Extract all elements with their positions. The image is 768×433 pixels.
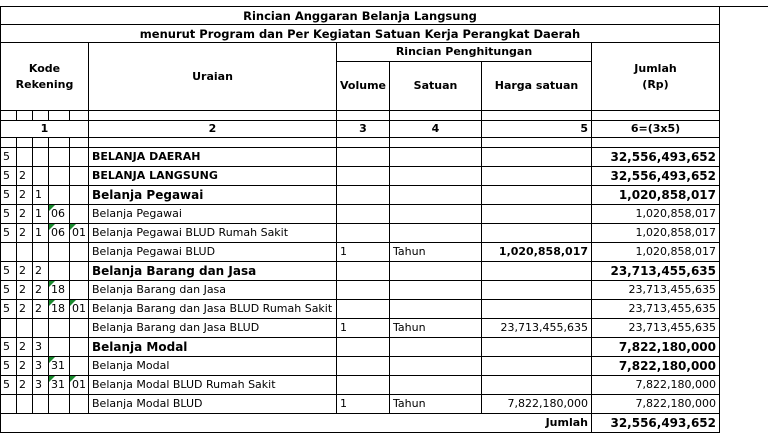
satuan-cell: Tahun	[390, 395, 482, 414]
header-rekening: Rekening	[15, 77, 74, 91]
harga-cell	[482, 224, 592, 243]
satuan-cell: Tahun	[390, 319, 482, 338]
kode-cell-5	[70, 243, 89, 262]
kode-cell-4: 18	[49, 300, 70, 319]
kode-cell-3	[33, 243, 49, 262]
colnum-6: 6=(3x5)	[592, 121, 720, 138]
satuan-cell	[390, 167, 482, 186]
kode-cell-1	[1, 395, 17, 414]
table-row	[1, 357, 720, 376]
jumlah-cell: 7,822,180,000	[592, 357, 720, 376]
table-row	[1, 224, 720, 243]
kode-cell-4: 18	[49, 281, 70, 300]
budget-table	[0, 6, 720, 433]
kode-cell-3: 2	[33, 262, 49, 281]
satuan-cell	[390, 148, 482, 167]
kode-cell-3	[33, 395, 49, 414]
header-rp: (Rp)	[642, 77, 669, 91]
kode-cell-4	[49, 148, 70, 167]
table-row	[1, 395, 720, 414]
kode-cell-1: 5	[1, 167, 17, 186]
volume-cell	[337, 186, 390, 205]
kode-cell-5	[70, 281, 89, 300]
harga-cell	[482, 376, 592, 395]
satuan-cell	[390, 186, 482, 205]
harga-cell	[482, 338, 592, 357]
kode-cell-3: 1	[33, 186, 49, 205]
header-volume: Volume	[337, 62, 390, 111]
satuan-cell	[390, 262, 482, 281]
kode-cell-4	[49, 167, 70, 186]
kode-cell-1: 5	[1, 376, 17, 395]
kode-cell-1: 5	[1, 281, 17, 300]
kode-cell-1	[1, 243, 17, 262]
kode-cell-1: 5	[1, 357, 17, 376]
volume-cell	[337, 262, 390, 281]
table-row	[1, 319, 720, 338]
kode-cell-3: 3	[33, 357, 49, 376]
header-kode: Kode	[28, 61, 61, 75]
satuan-cell	[390, 338, 482, 357]
uraian-cell: Belanja Barang dan Jasa BLUD	[89, 319, 337, 338]
kode-cell-1: 5	[1, 300, 17, 319]
kode-cell-2: 2	[17, 167, 33, 186]
table-title: Rincian Anggaran Belanja Langsung	[1, 7, 720, 25]
kode-cell-5: 01	[70, 224, 89, 243]
kode-cell-5	[70, 262, 89, 281]
satuan-cell: Tahun	[390, 243, 482, 262]
kode-cell-2	[17, 395, 33, 414]
kode-cell-2	[17, 319, 33, 338]
volume-cell	[337, 357, 390, 376]
header-satuan: Satuan	[390, 62, 482, 111]
volume-cell	[337, 376, 390, 395]
jumlah-cell: 7,822,180,000	[592, 395, 720, 414]
kode-cell-3: 3	[33, 338, 49, 357]
satuan-cell	[390, 357, 482, 376]
volume-cell: 1	[337, 243, 390, 262]
harga-cell	[482, 281, 592, 300]
kode-cell-2: 2	[17, 262, 33, 281]
jumlah-cell: 23,713,455,635	[592, 319, 720, 338]
uraian-cell: BELANJA LANGSUNG	[89, 167, 337, 186]
table-row	[1, 338, 720, 357]
footer-total: 32,556,493,652	[592, 414, 720, 433]
footer-label: Jumlah	[1, 414, 592, 433]
kode-cell-1: 5	[1, 224, 17, 243]
volume-cell	[337, 281, 390, 300]
kode-cell-4: 31	[49, 357, 70, 376]
kode-cell-4: 06	[49, 224, 70, 243]
kode-cell-4	[49, 262, 70, 281]
volume-cell	[337, 300, 390, 319]
volume-cell: 1	[337, 395, 390, 414]
satuan-cell	[390, 205, 482, 224]
header-uraian: Uraian	[89, 43, 337, 111]
harga-cell	[482, 205, 592, 224]
harga-cell	[482, 186, 592, 205]
kode-cell-1: 5	[1, 205, 17, 224]
kode-cell-3: 3	[33, 376, 49, 395]
jumlah-cell: 23,713,455,635	[592, 300, 720, 319]
uraian-cell: Belanja Modal	[89, 338, 337, 357]
kode-cell-3: 1	[33, 205, 49, 224]
kode-cell-2: 2	[17, 224, 33, 243]
volume-cell	[337, 205, 390, 224]
kode-cell-4	[49, 395, 70, 414]
uraian-cell: Belanja Modal	[89, 357, 337, 376]
kode-cell-5	[70, 186, 89, 205]
harga-cell	[482, 262, 592, 281]
header-rincian: Rincian Penghitungan	[337, 43, 592, 62]
kode-cell-2: 2	[17, 205, 33, 224]
kode-cell-1: 5	[1, 186, 17, 205]
kode-cell-5: 01	[70, 300, 89, 319]
header-jumlah	[592, 43, 720, 111]
kode-cell-3	[33, 319, 49, 338]
uraian-cell: Belanja Pegawai BLUD	[89, 243, 337, 262]
kode-cell-4	[49, 319, 70, 338]
kode-cell-3: 2	[33, 300, 49, 319]
uraian-cell: Belanja Barang dan Jasa	[89, 262, 337, 281]
satuan-cell	[390, 224, 482, 243]
table-row	[1, 376, 720, 395]
kode-cell-5	[70, 205, 89, 224]
jumlah-cell: 1,020,858,017	[592, 224, 720, 243]
table-row	[1, 186, 720, 205]
kode-cell-4: 31	[49, 376, 70, 395]
kode-cell-2: 2	[17, 338, 33, 357]
jumlah-cell: 1,020,858,017	[592, 205, 720, 224]
uraian-cell: Belanja Modal BLUD	[89, 395, 337, 414]
table-row	[1, 281, 720, 300]
kode-cell-1: 5	[1, 262, 17, 281]
satuan-cell	[390, 300, 482, 319]
uraian-cell: Belanja Barang dan Jasa BLUD Rumah Sakit	[89, 300, 337, 319]
kode-cell-2: 2	[17, 186, 33, 205]
header-kode-rekening	[1, 43, 89, 111]
kode-cell-3	[33, 167, 49, 186]
kode-cell-3	[33, 148, 49, 167]
kode-cell-1	[1, 319, 17, 338]
uraian-cell: Belanja Pegawai	[89, 186, 337, 205]
harga-cell	[482, 357, 592, 376]
table-row	[1, 243, 720, 262]
colnum-2: 2	[89, 121, 337, 138]
colnum-3: 3	[337, 121, 390, 138]
harga-cell	[482, 300, 592, 319]
kode-cell-5	[70, 319, 89, 338]
colnum-4: 4	[390, 121, 482, 138]
harga-cell: 23,713,455,635	[482, 319, 592, 338]
table-row	[1, 167, 720, 186]
harga-cell: 1,020,858,017	[482, 243, 592, 262]
kode-cell-2: 2	[17, 357, 33, 376]
header-harga: Harga satuan	[482, 62, 592, 111]
colnum-5: 5	[482, 121, 592, 138]
jumlah-cell: 32,556,493,652	[592, 167, 720, 186]
kode-cell-4: 06	[49, 205, 70, 224]
jumlah-cell: 7,822,180,000	[592, 338, 720, 357]
kode-cell-2: 2	[17, 281, 33, 300]
jumlah-cell: 23,713,455,635	[592, 262, 720, 281]
kode-cell-5	[70, 338, 89, 357]
jumlah-cell: 7,822,180,000	[592, 376, 720, 395]
header-jumlah-label: Jumlah	[634, 61, 677, 75]
kode-cell-3: 1	[33, 224, 49, 243]
satuan-cell	[390, 376, 482, 395]
harga-cell	[482, 167, 592, 186]
jumlah-cell: 1,020,858,017	[592, 186, 720, 205]
kode-cell-2	[17, 243, 33, 262]
kode-cell-5	[70, 167, 89, 186]
kode-cell-4	[49, 243, 70, 262]
volume-cell	[337, 148, 390, 167]
kode-cell-3: 2	[33, 281, 49, 300]
colnum-1: 1	[1, 121, 89, 138]
volume-cell	[337, 338, 390, 357]
uraian-cell: BELANJA DAERAH	[89, 148, 337, 167]
kode-cell-1: 5	[1, 338, 17, 357]
table-row	[1, 300, 720, 319]
jumlah-cell: 1,020,858,017	[592, 243, 720, 262]
volume-cell: 1	[337, 319, 390, 338]
volume-cell	[337, 167, 390, 186]
kode-cell-5	[70, 357, 89, 376]
harga-cell	[482, 148, 592, 167]
table-subtitle: menurut Program dan Per Kegiatan Satuan Kerja Perangkat Daerah	[1, 25, 720, 43]
uraian-cell: Belanja Modal BLUD Rumah Sakit	[89, 376, 337, 395]
kode-cell-5	[70, 148, 89, 167]
jumlah-cell: 32,556,493,652	[592, 148, 720, 167]
kode-cell-2	[17, 148, 33, 167]
table-row	[1, 148, 720, 167]
kode-cell-5	[70, 395, 89, 414]
kode-cell-2: 2	[17, 300, 33, 319]
kode-cell-4	[49, 186, 70, 205]
uraian-cell: Belanja Barang dan Jasa	[89, 281, 337, 300]
satuan-cell	[390, 281, 482, 300]
table-row	[1, 205, 720, 224]
kode-cell-4	[49, 338, 70, 357]
harga-cell: 7,822,180,000	[482, 395, 592, 414]
table-row	[1, 262, 720, 281]
kode-cell-1: 5	[1, 148, 17, 167]
volume-cell	[337, 224, 390, 243]
jumlah-cell: 23,713,455,635	[592, 281, 720, 300]
kode-cell-5: 01	[70, 376, 89, 395]
uraian-cell: Belanja Pegawai	[89, 205, 337, 224]
kode-cell-2: 2	[17, 376, 33, 395]
uraian-cell: Belanja Pegawai BLUD Rumah Sakit	[89, 224, 337, 243]
